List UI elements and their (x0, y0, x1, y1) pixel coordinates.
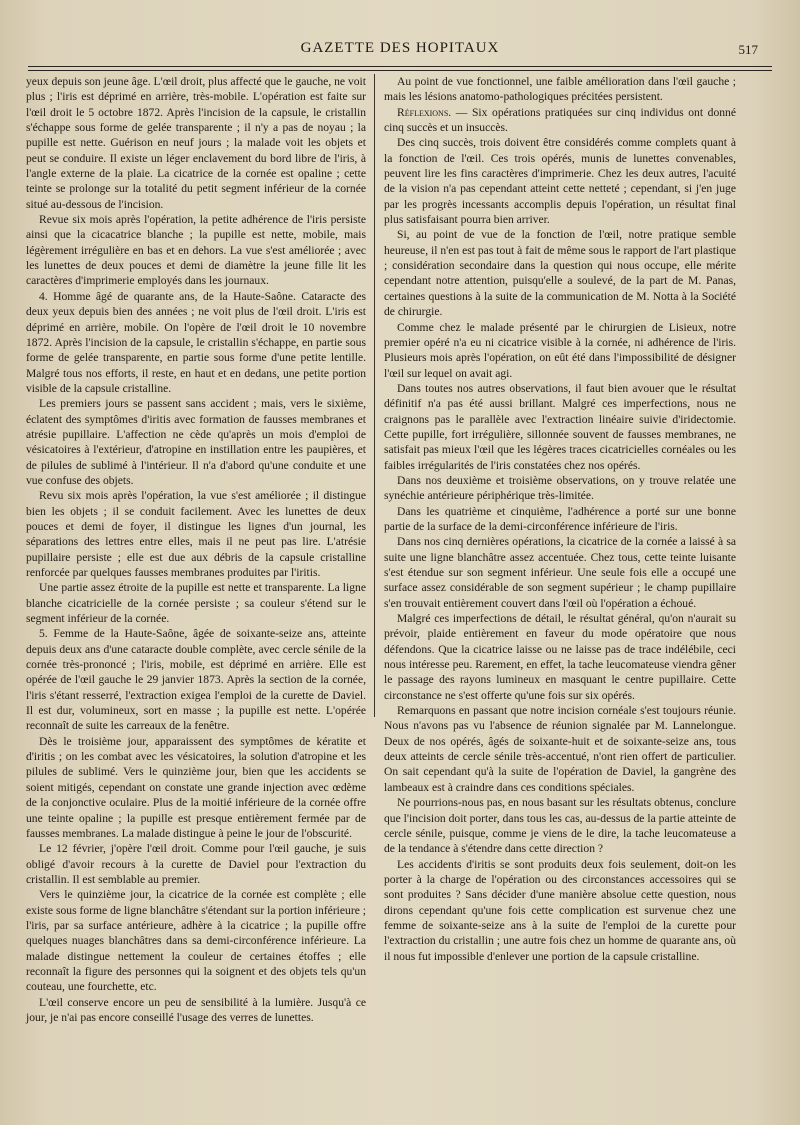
paragraph: Revue six mois après l'opération, la petite adhérence de l'iris persiste ainsi que la cicacatrice blanche ; la pupille est nette, mobile, mais légèrement irrégulière en bas et en dehors. La vue s'est améliorée ; avec les lunettes de deux pouces et demi de diamètre la jeune fille lit les caractères d'imprimerie employés dans les journaux. (26, 213, 366, 288)
paragraph: Les premiers jours se passent sans accident ; mais, vers le sixième, éclatent des symptômes d'iritis avec formation de fausses membranes et atrésie pupillaire. L'affection ne cède qu'après un mois d'emploi de vésicatoires à l'extérieur, d'atropine en instillation entre les paupières, et de pilules de sublimé à l'intérieur. Il n'a d'abord qu'une conduite et une vue confuse des objets. (26, 397, 366, 487)
paragraph: Dans toutes nos autres observations, il faut bien avouer que le résultat définitif n'a pas été aussi brillant. Malgré ces imperfections, nous ne craignons pas le parallèle avec l'extraction linéaire suivie d'iridectomie. Cette pupille, fort irrégulière, sillonnée souvent de fausses membranes, ne satisfait pas mieux l'œil que les légères traces cicatricielles cornéales ou les faibles irrégularités de l'iris constatées chez nos opérés. (384, 381, 736, 472)
reflexions-paragraph (384, 105, 736, 136)
paragraph: yeux depuis son jeune âge. L'œil droit, plus affecté que le gauche, ne voit plus ; l'iris est déprimé en arrière, très-mobile. L'opération est faite sur l'œil droit le 5 octobre 1872. Après l'incision de la capsule, le cristallin s'échappe sous forme de gelée transparente ; il n'y a pas de noyau ; la pupille est nette. Guérison en neuf jours ; la malade voit les objets et peut se conduire. Il existe un léger enclavement du bord libre de l'iris, à l'angle externe de la plaie. La cicatrice de la cornée est opaline ; cette teinte se prolonge sur la totalité du petit segment inférieur de la cornée situé au-dessous de l'incision. (26, 75, 366, 211)
column-separator (374, 74, 375, 717)
paragraph: Dès le troisième jour, apparaissent des symptômes de kératite et d'iritis ; on les combat avec les vésicatoires, la solution d'atropine et les pilules de sublimé. Vers le quinzième jour, bien que les accidents se soient mitigés, cependant on constate une grande injection avec œdème de la conjonctive oculaire. Plus de la moitié inférieure de la cornée offre une teinte opaline ; la pupille est presque entièrement fermée par de fausses membranes. La malade distingue à peine le jour de l'obscurité. (26, 734, 366, 840)
paragraph: Dans les quatrième et cinquième, l'adhérence a porté sur une bonne partie de la surface de la demi-circonférence inférieure de l'iris. (384, 504, 736, 533)
paragraph: Remarquons en passant que notre incision cornéale s'est toujours réunie. Nous n'avons pas vu l'absence de réunion signalée par M. Lannelongue. Deux de nos opérés, âgés de soixante-huit et de soixante-seize ans, tous deux atteints de cercle sénile très-accentué, n'ont rien offert de particulier. On sait cependant qu'à la suite de l'opération de Daviel, la gangrène des lambeaux est à craindre dans ces conditions spéciales. (384, 704, 736, 794)
right-column (384, 74, 736, 964)
reflexions-label: Réflexions. (397, 105, 452, 119)
running-title: GAZETTE DES HOPITAUX (300, 40, 500, 56)
header-rule (28, 66, 772, 67)
paragraph: Des cinq succès, trois doivent être considérés comme complets quant à la fonction de l'œil. Ces trois opérés, munis de lunettes convenables, peuvent lire les fins caractères d'imprimerie. Chez les deux autres, l'acuité de la vision n'a pas cependant atteint cette netteté ; cependant, si j'en juge par les progrès incessants accomplis depuis l'opération, un résultat final plus satisfaisant pourra bien arriver. (384, 136, 736, 227)
reflexions-text: — Six opérations pratiquées sur cinq individus ont donné cinq succès et un insuccès. (384, 105, 736, 135)
paragraph: Une partie assez étroite de la pupille est nette et transparente. La ligne blanche cicatricielle de la cornée persiste ; sa couleur s'étend sur le segment inférieur de la cornée. (26, 581, 366, 626)
paragraph: Les accidents d'iritis se sont produits deux fois seulement, doit-on les porter à la charge de l'opération ou des circonstances accessoires qui se sont produites ? Sans décider d'une manière absolue cette question, nous dirons cependant qu'une fois cette complication est survenue chez une femme de soixante-seize ans à la suite de l'emploi de la curette pour l'extraction du cristallin ; une autre fois chez un homme de quarante ans, où il nous fut impossible d'enlever une portion de la capsule cristalline. (384, 857, 736, 963)
paragraph: Le 12 février, j'opère l'œil droit. Comme pour l'œil gauche, je suis obligé d'avoir recours à la curette de Daviel pour l'extraction du cristallin. Il est semblable au premier. (26, 842, 366, 886)
left-column (26, 74, 366, 1025)
page-number: 517 (738, 42, 758, 57)
paragraph: Au point de vue fonctionnel, une faible amélioration dans l'œil gauche ; mais les lésions anatomo-pathologiques précitées persistent. (384, 75, 736, 104)
paragraph: Dans nos deuxième et troisième observations, on y trouve relatée une synéchie antérieure périphérique très-limitée. (384, 473, 736, 503)
paragraph: Malgré ces imperfections de détail, le résultat général, qu'on n'aurait su prévoir, plaide entièrement en faveur du mode opératoire que nous défendons. Que la cicatrice laisse ou ne laisse pas de trace indélébile, ceci nous intéresse peu. Rarement, en effet, la tache leucomateuse viendra gêner le passage des rayons lumineux en masquant le centre pupillaire. Cette circonstance ne s'est offerte qu'une fois sur six opérés. (384, 612, 736, 702)
paragraph: Si, au point de vue de la fonction de l'œil, notre pratique semble heureuse, il n'en est pas tout à fait de même sous le rapport de l'art plastique ; considération secondaire dans la question qui nous occupe, elle mérite cependant notre attention, puisqu'elle a soulevé, de la part de M. Panas, certaines questions à la suite de la communication de M. Notta à la Société de chirurgie. (384, 228, 736, 319)
paragraph: Ne pourrions-nous pas, en nous basant sur les résultats obtenus, conclure que l'incision doit porter, dans tous les cas, au-dessus de la partie atteinte de cercle sénile, puisque, comme je viens de le dire, la tache leucomateuse a de la tendance à s'étendre dans cette direction ? (384, 796, 736, 856)
paragraph: 5. Femme de la Haute-Saône, âgée de soixante-seize ans, atteinte depuis deux ans d'une cataracte double complète, avec cercle sénile de la cornée très-prononcé ; l'iris, mobile, est déprimé en arrière. Elle est opérée de l'œil gauche le 29 janvier 1873. Après la section de la cornée, l'iris s'étant resserré, l'extraction exigea l'emploi de la curette de Daviel. Il est dur, volumineux, sort en masse ; la pupille est nette. L'opérée reconnaît de suite les carreaux de la fenêtre. (26, 627, 366, 733)
page-header (28, 40, 772, 64)
paragraph: Dans nos cinq dernières opérations, la cicatrice de la cornée a laissé à sa suite une ligne blanchâtre assez accentuée. Chez tous, cette teinte luisante s'est étendue sur son segment inférieur. Une seule fois elle a occupé une surface assez considérable de son segment supérieur ; le champ pupillaire s'en trouvait entièrement couvert dans l'œil où l'opération a échoué. (384, 535, 736, 610)
paragraph: Comme chez le malade présenté par le chirurgien de Lisieux, notre premier opéré n'a eu ni cicatrice visible à la cornée, ni adhérence de l'iris. Plusieurs mois après l'opération, on eût été dans l'impossibilité de désigner l'œil sur lequel on avait agi. (384, 320, 736, 380)
paragraph: L'œil conserve encore un peu de sensibilité à la lumière. Jusqu'à ce jour, je n'ai pas encore conseillé l'usage des verres de lunettes. (26, 995, 366, 1024)
header-rule-thin (28, 70, 772, 71)
paragraph: Revu six mois après l'opération, la vue s'est améliorée ; il distingue bien les objets ; il se conduit facilement. Avec les lunettes de deux pouces et demi de foyer, il distingue les lignes d'un journal, les séparations des lettres entre elles, mais il ne peut pas lire. L'atrésie pupillaire persiste ; elle est due aux débris de la capsule cristalline renforcée par quelques fausses membranes produites par l'iritis. (26, 489, 366, 579)
paragraph: Vers le quinzième jour, la cicatrice de la cornée est complète ; elle existe sous forme de ligne blanchâtre s'étendant sur la portion inférieure ; l'iris, par sa surface antérieure, adhère à la cicatrice ; la pupille offre quelques nuages blanchâtres dans sa demi-circonférence inférieure. La malade distingue nettement la couleur de certaines étoffes ; elle reconnaît la figure des personnes qui la soignent et des objets tels qu'un couteau, une fourchette, etc. (26, 888, 366, 994)
paragraph: 4. Homme âgé de quarante ans, de la Haute-Saône. Cataracte des deux yeux depuis bien des années ; ne voit plus de l'œil droit. L'iris est déprimé en arrière, mobile. On l'opère de l'œil droit le 10 novembre 1872. Après l'incision de la capsule, le cristallin s'échappe, en partie sous forme de gelée transparente, en partie sous forme d'une petite lentille. Malgré tous nos efforts, il reste, en haut et en dedans, une petite portion visible de la capsule cristalline. (26, 289, 366, 395)
